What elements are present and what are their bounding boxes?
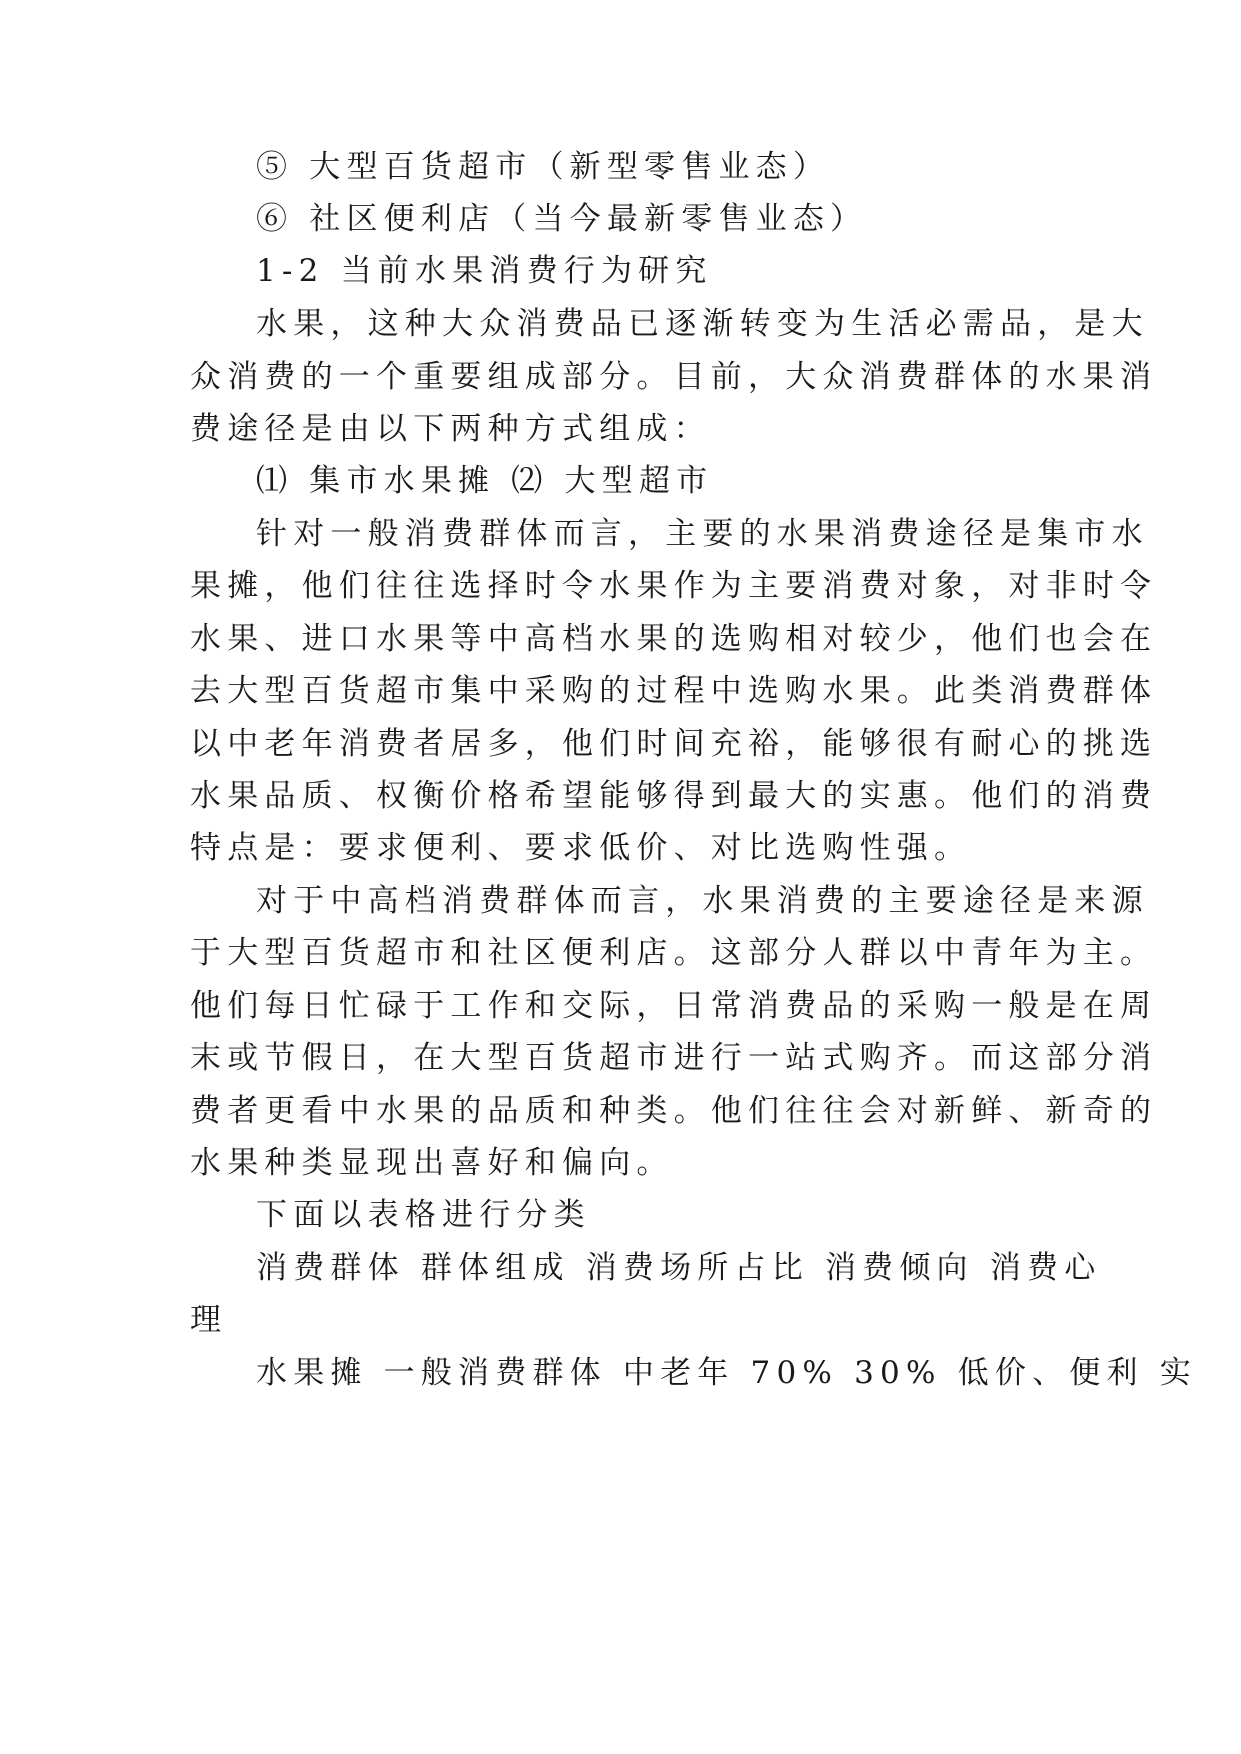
paragraph-line: 水果，这种大众消费品已逐渐转变为生活必需品，是大 (256, 306, 1149, 342)
paragraph-line: 水果、进口水果等中高档水果的选购相对较少，他们也会在 (190, 621, 1158, 657)
paragraph-line: 费途径是由以下两种方式组成： (190, 411, 711, 447)
paragraph-line: 水果品质、权衡价格希望能够得到最大的实惠。他们的消费 (190, 778, 1158, 814)
paragraph-line: 对于中高档消费群体而言，水果消费的主要途径是来源 (256, 883, 1149, 919)
paragraph-line: 特点是：要求便利、要求低价、对比选购性强。 (190, 830, 972, 866)
table-header-line: 消费群体 群体组成 消费场所占比 消费倾向 消费心 (256, 1250, 1102, 1286)
list-item-6: ⑥ 社区便利店（当今最新零售业态） (256, 201, 868, 237)
paragraph-line: 众消费的一个重要组成部分。目前，大众消费群体的水果消 (190, 359, 1158, 395)
paragraph-line: ⑴ 集市水果摊 ⑵ 大型超市 (256, 463, 714, 499)
paragraph-line: 水果种类显现出喜好和偏向。 (190, 1145, 674, 1181)
paragraph-line: 他们每日忙碌于工作和交际，日常消费品的采购一般是在周 (190, 988, 1158, 1024)
list-item-5: ⑤ 大型百货超市（新型零售业态） (256, 149, 831, 185)
paragraph-line: 针对一般消费群体而言，主要的水果消费途径是集市水 (256, 516, 1149, 552)
section-heading: 1-2 当前水果消费行为研究 (256, 253, 713, 289)
paragraph-line: 于大型百货超市和社区便利店。这部分人群以中青年为主。 (190, 935, 1158, 971)
paragraph-line: 下面以表格进行分类 (256, 1197, 591, 1233)
paragraph-line: 以中老年消费者居多，他们时间充裕，能够很有耐心的挑选 (190, 726, 1158, 762)
table-row-line: 水果摊 一般消费群体 中老年 70% 30% 低价、便利 实 (256, 1355, 1197, 1391)
paragraph-line: 末或节假日，在大型百货超市进行一站式购齐。而这部分消 (190, 1040, 1158, 1076)
paragraph-line: 去大型百货超市集中采购的过程中选购水果。此类消费群体 (190, 673, 1158, 709)
paragraph-line: 果摊，他们往往选择时令水果作为主要消费对象，对非时令 (190, 568, 1158, 604)
table-header-line: 理 (190, 1302, 228, 1338)
paragraph-line: 费者更看中水果的品质和种类。他们往往会对新鲜、新奇的 (190, 1093, 1158, 1129)
